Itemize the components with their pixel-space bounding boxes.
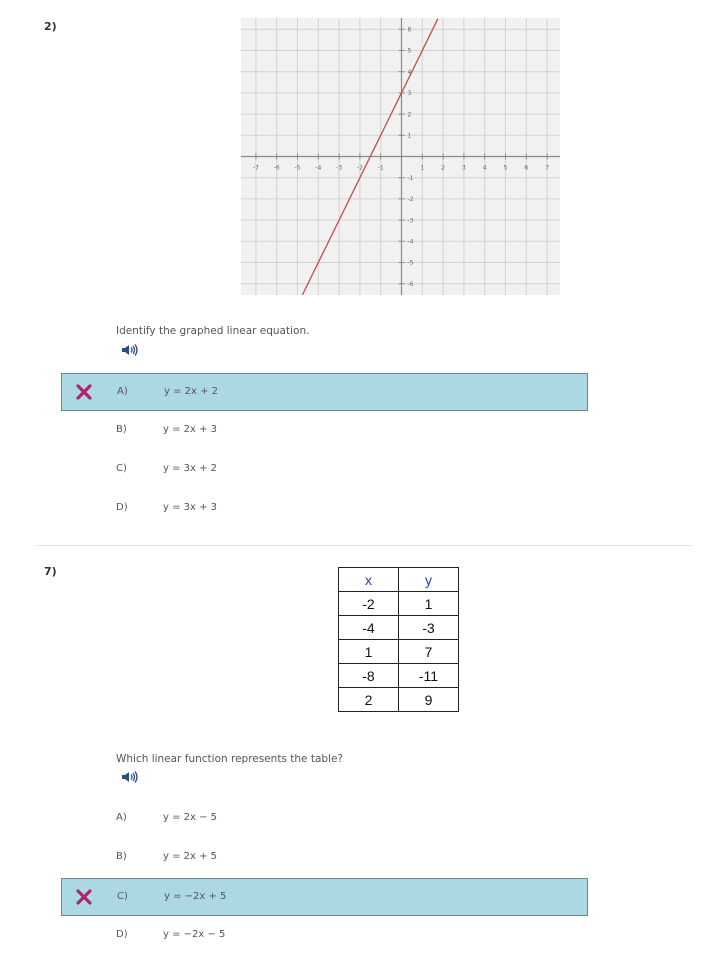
choice-letter: A) <box>116 812 127 823</box>
y-tick-label: 5 <box>407 47 412 55</box>
y-tick-label: -6 <box>407 280 414 288</box>
x-tick-label: 2 <box>441 164 446 172</box>
choice-letter: A) <box>117 386 128 397</box>
answer-choice-a[interactable] <box>61 800 588 838</box>
table-cell: -2 <box>339 592 399 616</box>
choice-letter: D) <box>116 929 128 940</box>
table-cell: -3 <box>399 616 459 640</box>
table-row <box>339 664 459 688</box>
table-row <box>339 688 459 712</box>
x-tick-label: -5 <box>294 164 301 172</box>
table-cell: -4 <box>339 616 399 640</box>
answer-choice-c[interactable] <box>61 878 588 916</box>
y-tick-label: 3 <box>407 90 412 98</box>
answer-choice-d[interactable] <box>61 917 588 955</box>
y-tick-label: -4 <box>407 238 414 246</box>
y-tick-label: 4 <box>407 68 412 76</box>
question-number: 2) <box>44 20 57 33</box>
speaker-icon[interactable] <box>121 770 139 784</box>
choice-letter: C) <box>116 463 127 474</box>
y-tick-label: -2 <box>407 196 414 204</box>
incorrect-x-icon <box>76 384 92 400</box>
table-row <box>339 592 459 616</box>
xy-table <box>338 567 459 712</box>
table-header-x: x <box>339 568 399 592</box>
y-tick-label: -1 <box>407 174 414 182</box>
x-tick-label: 4 <box>482 164 487 172</box>
incorrect-x-icon <box>76 889 92 905</box>
choice-text: y = 2x + 3 <box>163 424 218 435</box>
table-header-y: y <box>399 568 459 592</box>
y-tick-label: -3 <box>407 217 414 225</box>
table-cell: 7 <box>399 640 459 664</box>
table-cell: 9 <box>399 688 459 712</box>
table-row <box>339 616 459 640</box>
choice-text: y = 2x + 5 <box>163 851 218 862</box>
x-tick-label: -2 <box>356 164 363 172</box>
choice-letter: B) <box>116 424 127 435</box>
choice-text: y = 3x + 3 <box>163 502 218 513</box>
question-prompt: Identify the graphed linear equation. <box>116 325 310 337</box>
table-cell: 1 <box>399 592 459 616</box>
question-number: 7) <box>44 565 57 578</box>
x-tick-label: -7 <box>252 164 259 172</box>
table-cell: 1 <box>339 640 399 664</box>
line-graph <box>241 18 560 295</box>
x-tick-label: 5 <box>503 164 508 172</box>
question-prompt: Which linear function represents the table? <box>116 753 343 765</box>
table-cell: -11 <box>399 664 459 688</box>
table-row <box>339 640 459 664</box>
x-tick-label: -4 <box>315 164 322 172</box>
x-tick-label: -6 <box>273 164 280 172</box>
x-tick-label: -3 <box>336 164 343 172</box>
speaker-icon[interactable] <box>121 343 139 357</box>
y-tick-label: -5 <box>407 259 414 267</box>
x-tick-label: 3 <box>461 164 466 172</box>
y-tick-label: 6 <box>407 26 412 34</box>
choice-text: y = 2x + 2 <box>164 386 219 397</box>
table-cell: -8 <box>339 664 399 688</box>
answer-choice-c[interactable] <box>61 451 588 489</box>
x-tick-label: 1 <box>420 164 425 172</box>
x-tick-label: 6 <box>524 164 529 172</box>
choice-letter: C) <box>117 891 128 902</box>
x-tick-label: -1 <box>377 164 384 172</box>
answer-choice-b[interactable] <box>61 412 588 450</box>
choice-text: y = −2x + 5 <box>164 891 227 902</box>
choice-text: y = 3x + 2 <box>163 463 218 474</box>
table-cell: 2 <box>339 688 399 712</box>
y-tick-label: 2 <box>407 111 412 119</box>
choice-letter: B) <box>116 851 127 862</box>
choice-text: y = 2x − 5 <box>163 812 218 823</box>
question-divider <box>37 545 692 546</box>
y-tick-label: 1 <box>407 132 412 140</box>
choice-text: y = −2x − 5 <box>163 929 226 940</box>
choice-letter: D) <box>116 502 128 513</box>
answer-choice-a[interactable] <box>61 373 588 411</box>
x-tick-label: 7 <box>545 164 550 172</box>
answer-choice-b[interactable] <box>61 839 588 877</box>
answer-choice-d[interactable] <box>61 490 588 528</box>
